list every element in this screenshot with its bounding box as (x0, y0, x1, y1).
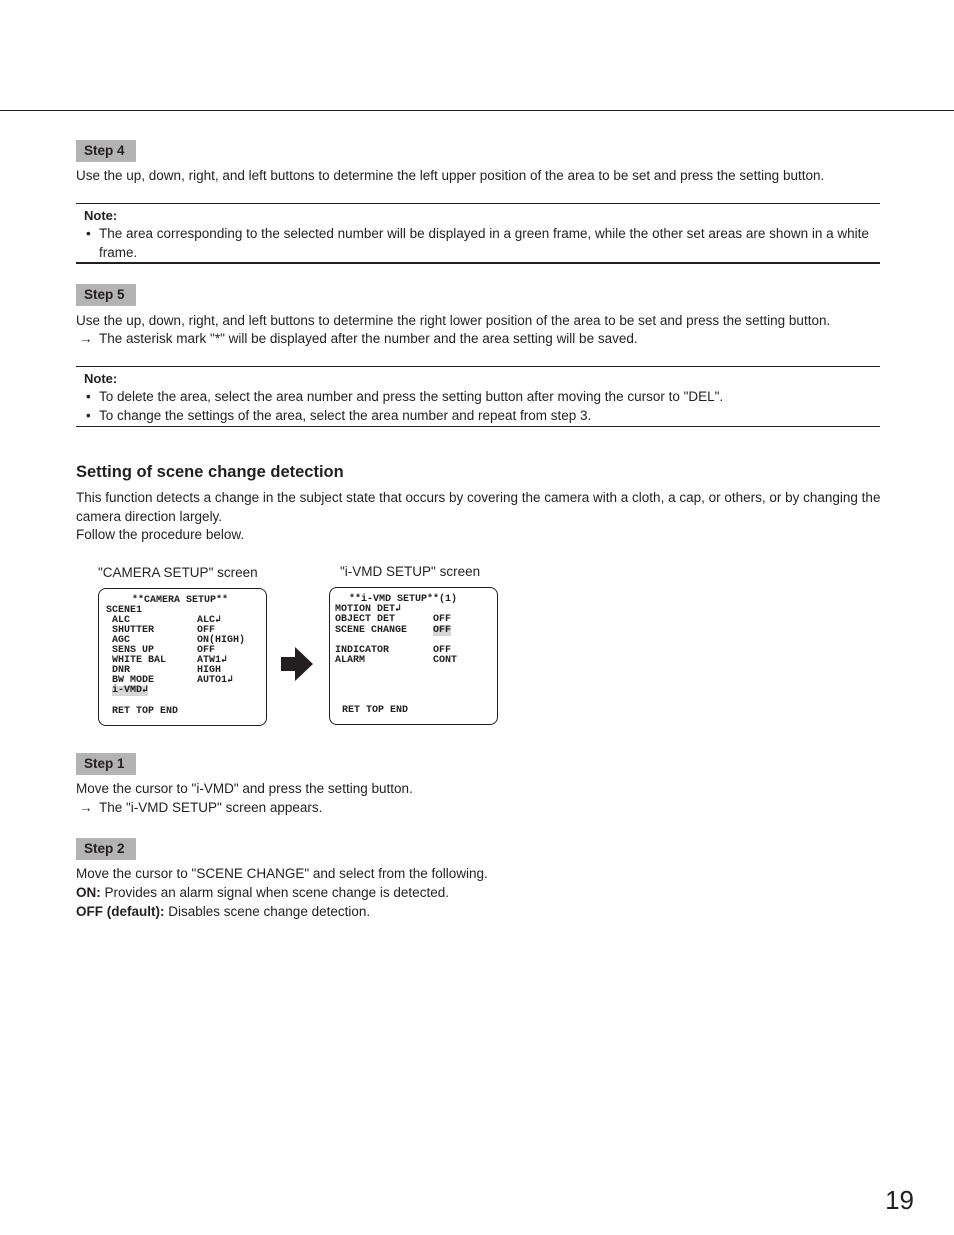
menu-item-label: AGC (112, 635, 131, 646)
note-item (86, 225, 880, 262)
note-item-text: To change the settings of the area, select the area number and repeat from step 3. (99, 408, 592, 423)
step-2-badge: Step 2 (76, 838, 136, 860)
step-2-text: Move the cursor to "SCENE CHANGE" and select from the following. (76, 866, 488, 881)
menu-item-label: BW MODE (112, 675, 155, 686)
note-box-1 (76, 203, 880, 264)
step-5-result-text: The asterisk mark "*" will be displayed after the number and the area setting will be saved. (99, 331, 638, 346)
menu-item-label: DNR (112, 665, 131, 676)
scene-label: SCENE1 (106, 605, 143, 616)
step-5-text: Use the up, down, right, and left buttons to determine the right lower position of the area to be set and press the setting button. (76, 313, 831, 328)
note-item-text: To delete the area, select the area number and press the setting button after moving the cursor to "DEL". (99, 389, 724, 404)
note-item-text: The area corresponding to the selected number will be displayed in a green frame, while the other set areas are shown in a white frame. (99, 226, 869, 260)
menu-item-label: MOTION DET↲ (335, 604, 402, 615)
menu-item-label: SENS UP (112, 645, 155, 656)
step-4-text: Use the up, down, right, and left buttons to determine the left upper position of the area to be set and press the setting button. (76, 168, 825, 183)
header-rule (0, 110, 954, 111)
note-label: Note: (84, 208, 118, 223)
menu-item-value: OFF (433, 645, 452, 656)
ivmd-setup-screen (329, 587, 498, 725)
menu-item-label: SCENE CHANGE (335, 625, 408, 636)
menu-item-value: CONT (433, 655, 458, 666)
option-off (76, 902, 882, 921)
step-4-badge: Step 4 (76, 140, 136, 162)
step-5-badge: Step 5 (76, 284, 136, 306)
option-on (76, 883, 882, 902)
section-intro-2: Follow the procedure below. (76, 527, 245, 542)
menu-item-value: OFF (197, 625, 216, 636)
right-arrow-icon (281, 647, 313, 681)
result-arrow-icon: → (79, 800, 93, 815)
step-5-result (79, 329, 638, 348)
note-label: Note: (84, 371, 118, 386)
option-on-label: ON: (76, 885, 101, 900)
step-1-badge: Step 1 (76, 753, 136, 775)
menu-item-value: AUTO1↲ (197, 675, 234, 686)
bullet: • (86, 226, 91, 241)
screen-title: **CAMERA SETUP** (132, 595, 229, 606)
menu-item-value: ALC↲ (197, 615, 222, 626)
screen-footer: RET TOP END (342, 705, 409, 716)
result-arrow-icon: → (79, 331, 93, 346)
menu-item-label: WHITE BAL (112, 655, 167, 666)
menu-item-value: ON(HIGH) (197, 635, 246, 646)
scene-change-value: OFF (433, 625, 452, 636)
menu-item-value: ATW1↲ (197, 655, 228, 666)
menu-item-label: OBJECT DET (335, 614, 396, 625)
menu-item-label: ALARM (335, 655, 366, 666)
note-item (86, 407, 880, 426)
step-1-result-text: The "i-VMD SETUP" screen appears. (99, 800, 323, 815)
note-box-2 (76, 366, 880, 427)
camera-setup-screen (98, 588, 267, 726)
option-on-text: Provides an alarm signal when scene change is detected. (100, 885, 449, 900)
note-item (86, 388, 880, 407)
step-1-text: Move the cursor to "i-VMD" and press the setting button. (76, 781, 413, 796)
menu-item-value: HIGH (197, 665, 222, 676)
screen-title: **i-VMD SETUP**(1) (349, 594, 458, 605)
ivmd-menu-item: i-VMD↲ (112, 685, 149, 696)
camera-setup-caption: "CAMERA SETUP" screen (98, 565, 258, 580)
bullet: • (86, 389, 91, 404)
menu-item-label: ALC (112, 615, 131, 626)
option-off-label: OFF (default): (76, 904, 165, 919)
section-heading: Setting of scene change detection (76, 463, 344, 481)
page-number: 19 (885, 1185, 914, 1215)
step-1-result (79, 798, 322, 817)
option-off-text: Disables scene change detection. (164, 904, 371, 919)
menu-item-label: SHUTTER (112, 625, 155, 636)
bullet: • (86, 408, 91, 423)
menu-item-label: INDICATOR (335, 645, 390, 656)
ivmd-setup-caption: "i-VMD SETUP" screen (340, 564, 481, 579)
section-intro: This function detects a change in the subject state that occurs by covering the camera with a cloth, a cap, or others, or by changing the camera direction largely. (76, 490, 881, 524)
menu-item-value: OFF (433, 614, 452, 625)
menu-item-value: OFF (197, 645, 216, 656)
screen-footer: RET TOP END (112, 706, 179, 717)
